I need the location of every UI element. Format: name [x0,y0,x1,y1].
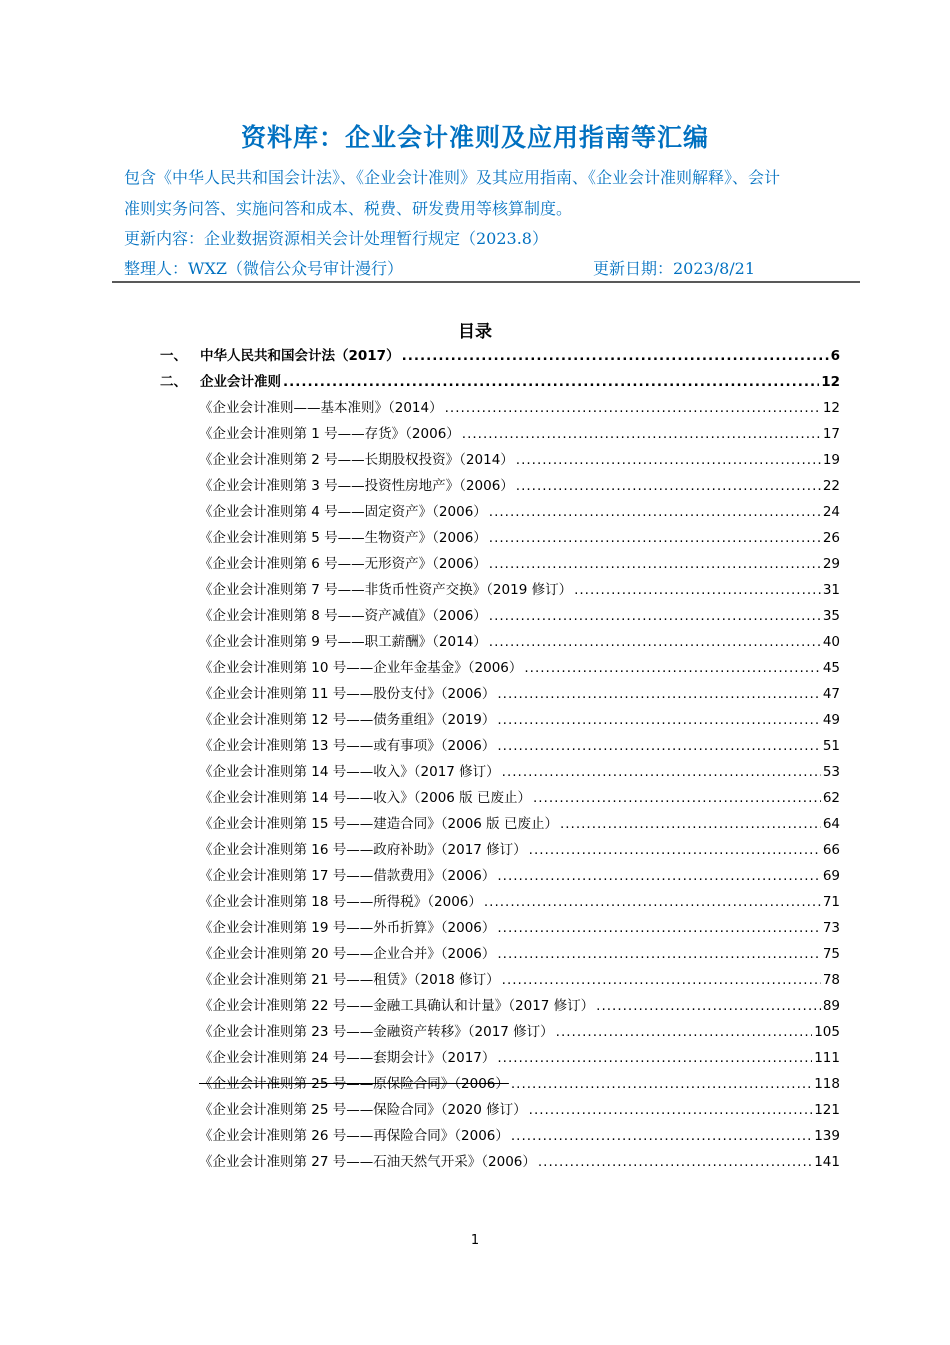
toc-leader-dots [497,686,820,702]
toc-entry-page: 45 [822,660,840,676]
toc-entry-number: 二、 [160,374,187,390]
toc-leader-dots [556,1024,813,1040]
toc-title: 目录 [458,322,492,342]
toc-entry-page: 66 [822,842,840,858]
toc-leader-dots [511,1128,812,1144]
toc-entry-struck[interactable] [199,1072,840,1094]
toc-entry[interactable] [199,994,840,1016]
toc-entry-title: 企业会计准则 [200,374,281,390]
toc-entry-title: 《企业会计准则第 7 号——非货币性资产交换》（2019 修订） [199,582,573,598]
toc-entry[interactable] [199,604,840,626]
toc-leader-dots [516,478,821,494]
toc-entry-title: 《企业会计准则第 14 号——收入》（2006 版 已废止） [199,790,531,806]
toc-entry[interactable] [199,708,840,730]
toc-entry-title: 《企业会计准则第 6 号——无形资产》（2006） [199,556,487,572]
toc-entry-title: 《企业会计准则第 25 号——原保险合同》（2006） [199,1076,509,1092]
toc-entry[interactable] [199,1020,840,1042]
toc-leader-dots [502,972,821,988]
toc-entry[interactable] [199,942,840,964]
toc-entry-title: 《企业会计准则第 12 号——债务重组》（2019） [199,712,496,728]
toc-leader-dots [516,452,821,468]
toc-entry-page: 47 [822,686,840,702]
page-number: 1 [470,1233,480,1248]
toc-entry[interactable] [199,760,840,782]
toc-entry[interactable] [199,1150,840,1172]
toc-leader-dots [497,738,820,754]
toc-entry-page: 35 [822,608,840,624]
toc-leader-dots [524,660,820,676]
toc-entry-page: 26 [822,530,840,546]
toc-entry[interactable] [199,864,840,886]
toc-entry-title: 《企业会计准则第 11 号——股份支付》（2006） [199,686,496,702]
toc-entry-title: 《企业会计准则第 15 号——建造合同》（2006 版 已废止） [199,816,558,832]
toc-entry-page: 19 [822,452,840,468]
toc-entry[interactable] [199,422,840,444]
toc-entry-title: 《企业会计准则第 10 号——企业年金基金》（2006） [199,660,523,676]
toc-entry-title: 《企业会计准则第 21 号——租赁》（2018 修订） [199,972,500,988]
toc-entry[interactable] [199,630,840,652]
toc-leader-dots [538,1154,812,1170]
toc-entry-title: 《企业会计准则第 24 号——套期会计》（2017） [199,1050,496,1066]
toc-entry[interactable] [199,526,840,548]
toc-entry-page: 12 [822,400,840,416]
toc-entry-page: 62 [822,790,840,806]
toc-entry[interactable] [199,396,840,418]
toc-entry[interactable] [160,370,840,392]
toc-entry-title: 《企业会计准则第 5 号——生物资产》（2006） [199,530,487,546]
toc-entry[interactable] [199,1124,840,1146]
toc-entry[interactable] [199,890,840,912]
toc-leader-dots [497,712,820,728]
toc-entry-title: 《企业会计准则第 3 号——投资性房地产》（2006） [199,478,514,494]
toc-leader-dots [497,868,820,884]
toc-entry-page: 71 [822,894,840,910]
toc-entry-page: 53 [822,764,840,780]
toc-entry[interactable] [199,578,840,600]
toc-entry[interactable] [199,552,840,574]
toc-leader-dots [529,1102,813,1118]
toc-entry-title: 《企业会计准则第 23 号——金融资产转移》（2017 修订） [199,1024,554,1040]
toc-leader-dots [574,582,821,598]
header-divider [112,281,860,283]
toc-entry-title: 中华人民共和国会计法（2017） [200,348,400,364]
toc-entry[interactable] [199,448,840,470]
toc-entry[interactable] [199,734,840,756]
toc-entry[interactable] [199,500,840,522]
toc-entry-page: 22 [822,478,840,494]
toc-entry-title: 《企业会计准则第 27 号——石油天然气开采》（2006） [199,1154,536,1170]
toc-leader-dots [283,374,819,390]
toc-leader-dots [533,790,821,806]
toc-leader-dots [497,920,820,936]
toc-entry-page: 141 [814,1154,840,1170]
toc-entry-page: 12 [821,374,840,390]
description-line-2: 准则实务问答、实施问答和成本、税费、研发费用等核算制度。 [124,199,573,218]
toc-entry-title: 《企业会计准则第 17 号——借款费用》（2006） [199,868,496,884]
toc-leader-dots [484,894,821,910]
toc-leader-dots [402,348,829,364]
toc-entry[interactable] [199,812,840,834]
toc-leader-dots [445,400,821,416]
toc-entry-page: 139 [814,1128,840,1144]
toc-entry[interactable] [199,656,840,678]
toc-entry-page: 69 [822,868,840,884]
toc-entry[interactable] [199,838,840,860]
toc-leader-dots [596,998,821,1014]
toc-entry-title: 《企业会计准则第 14 号——收入》（2017 修订） [199,764,500,780]
toc-leader-dots [529,842,821,858]
toc-entry-page: 78 [822,972,840,988]
toc-entry-page: 24 [822,504,840,520]
document-title: 资料库：企业会计准则及应用指南等汇编 [240,123,709,152]
toc-entry-title: 《企业会计准则第 9 号——职工薪酬》（2014） [199,634,487,650]
toc-entry-page: 6 [830,348,840,364]
toc-entry-title: 《企业会计准则第 4 号——固定资产》（2006） [199,504,487,520]
toc-entry-title: 《企业会计准则第 8 号——资产减值》（2006） [199,608,487,624]
toc-entry[interactable] [199,786,840,808]
toc-entry-title: 《企业会计准则第 20 号——企业合并》（2006） [199,946,496,962]
toc-leader-dots [489,530,821,546]
toc-entry-number: 一、 [160,348,187,364]
toc-leader-dots [511,1076,812,1092]
toc-leader-dots [497,1050,812,1066]
toc-entry-page: 73 [822,920,840,936]
toc-entry-page: 118 [814,1076,840,1092]
toc-entry[interactable] [199,968,840,990]
compiler: 整理人：WXZ（微信公众号审计漫行） [124,259,403,278]
toc-leader-dots [462,426,821,442]
update-date: 更新日期：2023/8/21 [593,259,756,278]
toc-entry[interactable] [199,1046,840,1068]
toc-entry-page: 75 [822,946,840,962]
toc-entry-title: 《企业会计准则第 25 号——保险合同》（2020 修订） [199,1102,527,1118]
toc-leader-dots [489,556,821,572]
toc-entry-page: 64 [822,816,840,832]
toc-leader-dots [502,764,821,780]
toc-entry-page: 111 [814,1050,840,1066]
toc-entry-title: 《企业会计准则第 22 号——金融工具确认和计量》（2017 修订） [199,998,595,1014]
toc-entry-title: 《企业会计准则第 26 号——再保险合同》（2006） [199,1128,509,1144]
toc-entry-title: 《企业会计准则——基本准则》（2014） [199,400,443,416]
toc-leader-dots [489,634,821,650]
toc-entry[interactable] [199,1098,840,1120]
toc-entry-page: 49 [822,712,840,728]
toc-entry-page: 29 [822,556,840,572]
toc-entry-page: 121 [814,1102,840,1118]
toc-entry[interactable] [199,916,840,938]
toc-entry-title: 《企业会计准则第 19 号——外币折算》（2006） [199,920,496,936]
toc-entry-page: 17 [822,426,840,442]
toc-entry-page: 105 [814,1024,840,1040]
toc-leader-dots [489,504,821,520]
toc-entry[interactable] [199,474,840,496]
toc-entry-page: 40 [822,634,840,650]
update-content: 更新内容：企业数据资源相关会计处理暂行规定（2023.8） [124,229,548,248]
toc-entry-title: 《企业会计准则第 18 号——所得税》（2006） [199,894,482,910]
toc-leader-dots [497,946,820,962]
toc-entry-title: 《企业会计准则第 13 号——或有事项》（2006） [199,738,496,754]
toc-entry[interactable] [160,344,840,366]
toc-entry-title: 《企业会计准则第 1 号——存货》（2006） [199,426,460,442]
toc-entry-title: 《企业会计准则第 16 号——政府补助》（2017 修订） [199,842,527,858]
toc-entry-page: 31 [822,582,840,598]
toc-leader-dots [560,816,821,832]
description-line-1: 包含《中华人民共和国会计法》、《企业会计准则》及其应用指南、《企业会计准则解释》、会计 [124,168,781,187]
toc-entry-page: 89 [822,998,840,1014]
toc-entry-page: 51 [822,738,840,754]
toc-leader-dots [489,608,821,624]
toc-entry[interactable] [199,682,840,704]
toc-entry-title: 《企业会计准则第 2 号——长期股权投资》（2014） [199,452,514,468]
